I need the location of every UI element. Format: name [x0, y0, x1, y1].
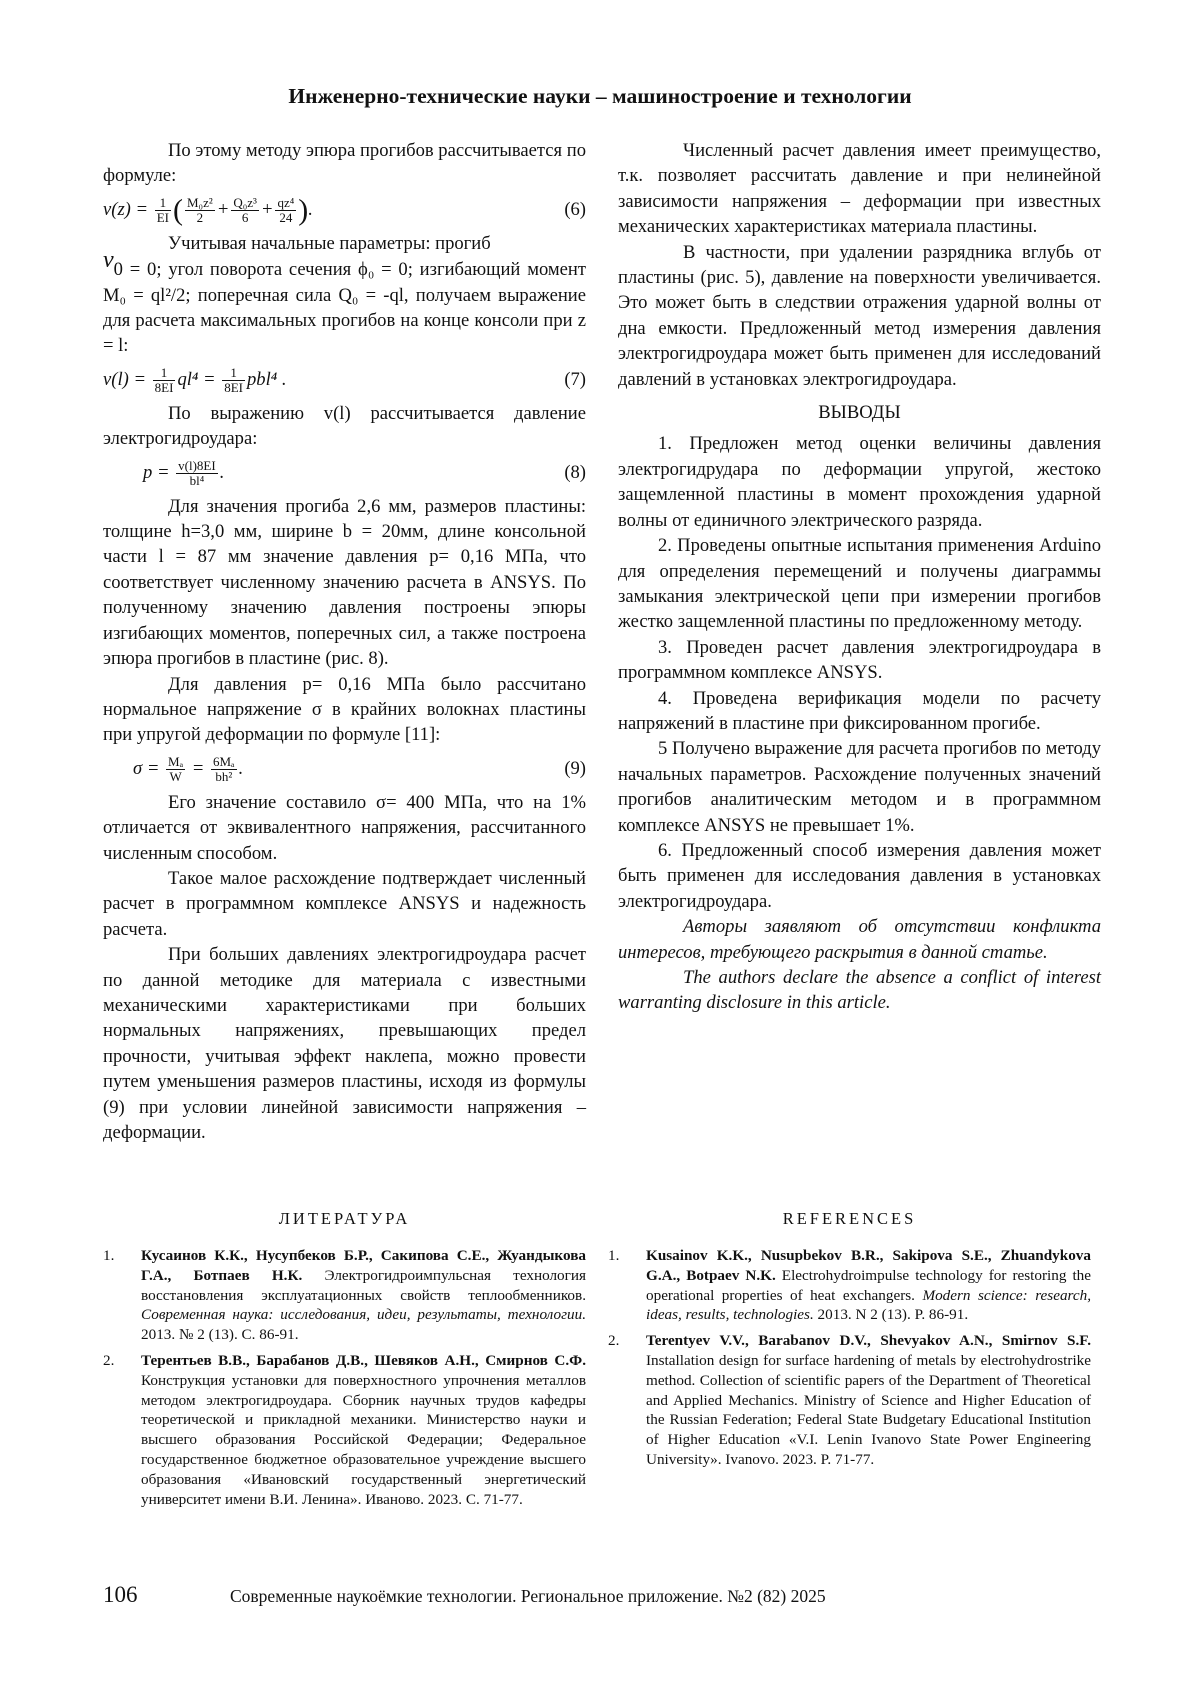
equals-sign: =	[187, 757, 209, 779]
equation-lhs: v(z) =	[103, 198, 153, 220]
conclusions-heading: ВЫВОДЫ	[818, 402, 901, 424]
conflict-statement-ru: Авторы заявляют об отсутствии конфликта интересов, требующего раскрытия в данной статье.	[618, 916, 1101, 963]
paragraph: Для значения прогиба 2,6 мм, размеров пластины: толщине h=3,0 мм, ширине b = 20мм, длине консольной части l = 87 мм значение давления p= 0,16 МПа, что соответствует численному значению расчета в ANSYS. По полученному значению давления построены эпюры изгибающих моментов, поперечных сил, а также построена эпюра прогибов в пластине (рис. 8).	[103, 495, 586, 670]
equation-8	[103, 452, 586, 494]
fraction	[222, 366, 245, 395]
reference-text	[141, 1351, 586, 1509]
reference-item	[608, 1246, 1091, 1325]
conclusion-item: 2. Проведены опытные испытания применения Arduino для определения перемещений и получены диаграммы замыкания электрической цепи при измерении прогибов жестко защемленной пластины по предложенному методу.	[618, 535, 1101, 633]
equation-lhs: σ =	[133, 757, 165, 779]
fraction-denominator: bl⁴	[189, 472, 205, 488]
reference-authors: Terentyev V.V., Barabanov D.V., Shevyakov A.N., Smirnov S.F.	[646, 1332, 1091, 1350]
reference-title: Installation design for surface hardening of metals by electrohydrostrike method. Collection of scientific papers of the Department of Theoretical and Applied Mechanics. Ministry of Science and Higher Education of the Russian Federation; Federal State Budgetary Educational Institution of Higher Education «V.I. Lenin Ivanovo State Power Engineering University». Ivanovo. 2023. P. 71-77.	[646, 1351, 1091, 1468]
references-heading: REFERENCES	[782, 1209, 917, 1228]
fraction-denominator: W	[169, 768, 182, 784]
conflict-statement-en: The authors declare the absence a conflict of interest warranting disclosure in this article.	[618, 967, 1101, 1014]
left-column	[103, 138, 586, 1145]
paragraph: По этому методу эпюра прогибов рассчитывается по формуле:	[103, 140, 586, 187]
deflection-symbol: v	[103, 247, 114, 274]
fraction-numerator: Q₀z³	[233, 195, 257, 211]
left-paren: (	[173, 193, 183, 227]
fraction-denominator: EI	[156, 210, 169, 226]
reference-details: 2013. N 2 (13). P. 86-91.	[813, 1306, 969, 1324]
paragraph: Его значение составило σ= 400 МПа, что на 1% отличается от эквивалентного напряжения, рассчитанного численным способом.	[103, 791, 586, 864]
equation-end: .	[308, 198, 313, 220]
fraction-denominator: 8EI	[224, 380, 243, 396]
fraction-numerator: M₀z²	[187, 195, 213, 211]
conclusion-item: 5 Получено выражение для расчета прогибов по методу начальных параметров. Расхождение полученных значений прогибов аналитическим методом и в программном комплексе ANSYS не превышает 1%.	[618, 738, 1101, 836]
right-column	[618, 138, 1101, 1016]
equation-end: .	[238, 757, 244, 779]
reference-item	[608, 1331, 1091, 1470]
fraction	[166, 755, 185, 784]
reference-title: Электрогидроимпульсная технология восстановления эксплуатационных свойств теплообменников.	[141, 1266, 586, 1304]
reference-title: Конструкция установки для поверхностного упрочнения металлов методом электрогидроудара. Сборник научных трудов кафедры теоретической и прикладной механики. Министерство науки и высшего образования Российской Федерации; Федеральное государственное бюджетное образовательное учреждение высшего образования «Ивановский государственный энергетический университет имени В.И. Ленина». Иваново. 2023. С. 71-77.	[141, 1371, 586, 1508]
fraction	[176, 459, 218, 488]
fraction	[231, 196, 259, 225]
literature-list	[103, 1246, 586, 1515]
paragraph: Для давления p= 0,16 МПа было рассчитано нормальное напряжение σ в крайних волокнах пластины при упругой деформации по формуле [11]:	[103, 673, 586, 746]
plus-sign: +	[216, 198, 230, 220]
fraction-denominator: 2	[196, 210, 204, 226]
equation-end: pbl⁴ .	[247, 368, 287, 390]
equation-number: (8)	[564, 461, 586, 483]
paragraph: Учитывая начальные параметры: прогиб	[168, 232, 491, 254]
equation-number: (7)	[564, 368, 586, 390]
fraction-numerator: 1	[155, 196, 171, 211]
fraction	[185, 196, 215, 225]
equation-middle: ql⁴ =	[177, 368, 221, 390]
paragraph-text: 0 = 0; угол поворота сечения ϕ₀ = 0; изгибающий момент M₀ = ql²/2; поперечная сила Q₀ = -ql, получаем выражение для расчета максимальных прогибов на конце консоли при z = l:	[103, 259, 586, 357]
reference-text	[646, 1246, 1091, 1325]
equation-end: .	[219, 461, 225, 483]
reference-journal: Modern science: research, ideas, results, technologies.	[646, 1286, 1092, 1324]
equation-9	[103, 748, 586, 790]
fraction-denominator: 6	[241, 210, 249, 226]
reference-number: 1.	[103, 1247, 115, 1264]
fraction-numerator: 6Mₐ	[213, 753, 235, 769]
fraction-denominator: 24	[279, 210, 293, 226]
reference-text	[646, 1331, 1091, 1470]
reference-number: 1.	[608, 1247, 620, 1264]
equation-6	[103, 189, 586, 231]
literature-heading: ЛИТЕРАТУРА	[278, 1209, 411, 1228]
fraction	[275, 196, 296, 225]
equation-7	[103, 359, 586, 401]
reference-authors: Терентьев В.В., Барабанов Д.В., Шевяков А.Н., Смирнов С.Ф.	[141, 1351, 586, 1369]
equation-number: (6)	[564, 198, 586, 220]
reference-title: Electrohydroimpulse technology for restoring the operational properties of heat exchangers.	[646, 1266, 1092, 1304]
equation-lhs: v(l) =	[103, 368, 151, 390]
plus-sign: +	[260, 198, 274, 220]
paragraph: В частности, при удалении разрядника вглубь от пластины (рис. 5), давление на поверхности увеличивается. Это может быть в следствии отражения ударной волны от дна емкости. Предложенный метод измерения давления электрогидроудара может быть применен для исследований давлений в установках электрогидроудара.	[618, 241, 1101, 390]
conclusion-item: 4. Проведена верификация модели по расчету напряжений в пластине при фиксированном прогибе.	[618, 687, 1101, 734]
conclusion-item: 6. Предложенный способ измерения давления может быть применен для исследования давления в установках электрогидроудара.	[618, 839, 1101, 912]
reference-number: 2.	[608, 1332, 620, 1350]
paragraph: Такое малое расхождение подтверждает численный расчет в программном комплексе ANSYS и надежность расчета.	[103, 867, 586, 940]
reference-text	[141, 1246, 586, 1345]
page-number: 106	[103, 1582, 138, 1607]
fraction	[153, 366, 176, 395]
fraction	[155, 196, 171, 225]
equation-number: (9)	[564, 757, 586, 779]
equation-lhs: p =	[143, 461, 175, 483]
journal-footer: Современные наукоёмкие технологии. Региональное приложение. №2 (82) 2025	[230, 1586, 826, 1606]
reference-authors: Kusainov K.K., Nusupbekov B.R., Sakipova S.E., Zhuandykova G.A., Botpaev N.K.	[646, 1247, 1091, 1284]
fraction-numerator: qz⁴	[277, 195, 295, 211]
paragraph: Численный расчет давления имеет преимущество, т.к. позволяет рассчитать давление и при нелинейной зависимости напряжения – деформации при известных механических характеристиках материала пластины.	[618, 140, 1101, 238]
paragraph	[103, 247, 586, 359]
reference-item	[103, 1246, 586, 1345]
reference-number: 2.	[103, 1351, 115, 1369]
conclusion-item: 1. Предложен метод оценки величины давления электрогидрудара по деформации упругой, жестоко защемленной пластины в момент прохождения ударной волны от единичного электрического разряда.	[618, 433, 1101, 531]
paragraph: По выражению v(l) рассчитывается давление электрогидроудара:	[103, 402, 586, 450]
right-paren: )	[298, 193, 309, 227]
references-list	[608, 1246, 1091, 1476]
fraction-denominator: bh²	[215, 768, 233, 784]
fraction-numerator: 1	[222, 366, 245, 381]
reference-item	[103, 1351, 586, 1509]
paragraph: При больших давлениях электрогидроудара расчет по данной методике для материала с известными механическими характеристиками при больших нормальных напряжениях, превышающих предел прочности, учитывая эффект наклепа, можно провести путем уменьшения размеров пластины, исходя из формулы (9) при условии линейной зависимости напряжения – деформации.	[103, 944, 586, 1143]
fraction	[211, 755, 237, 784]
fraction-numerator: Mₐ	[168, 753, 184, 769]
reference-details: 2013. № 2 (13). С. 86-91.	[141, 1326, 299, 1344]
fraction-denominator: 8EI	[154, 380, 174, 396]
reference-authors: Кусаинов К.К., Нусупбеков Б.Р., Сакипова С.Е., Жуандыкова Г.А., Ботпаев Н.К.	[141, 1247, 586, 1284]
reference-journal: Современная наука: исследования, идеи, результаты, технологии.	[141, 1306, 586, 1324]
running-header: Инженерно-технические науки – машиностроение и технологии	[288, 84, 912, 108]
conclusion-item: 3. Проведен расчет давления электрогидроудара в программном комплексе ANSYS.	[618, 636, 1101, 684]
fraction-numerator: 1	[153, 366, 176, 381]
fraction-numerator: v(l)8EI	[178, 457, 216, 473]
